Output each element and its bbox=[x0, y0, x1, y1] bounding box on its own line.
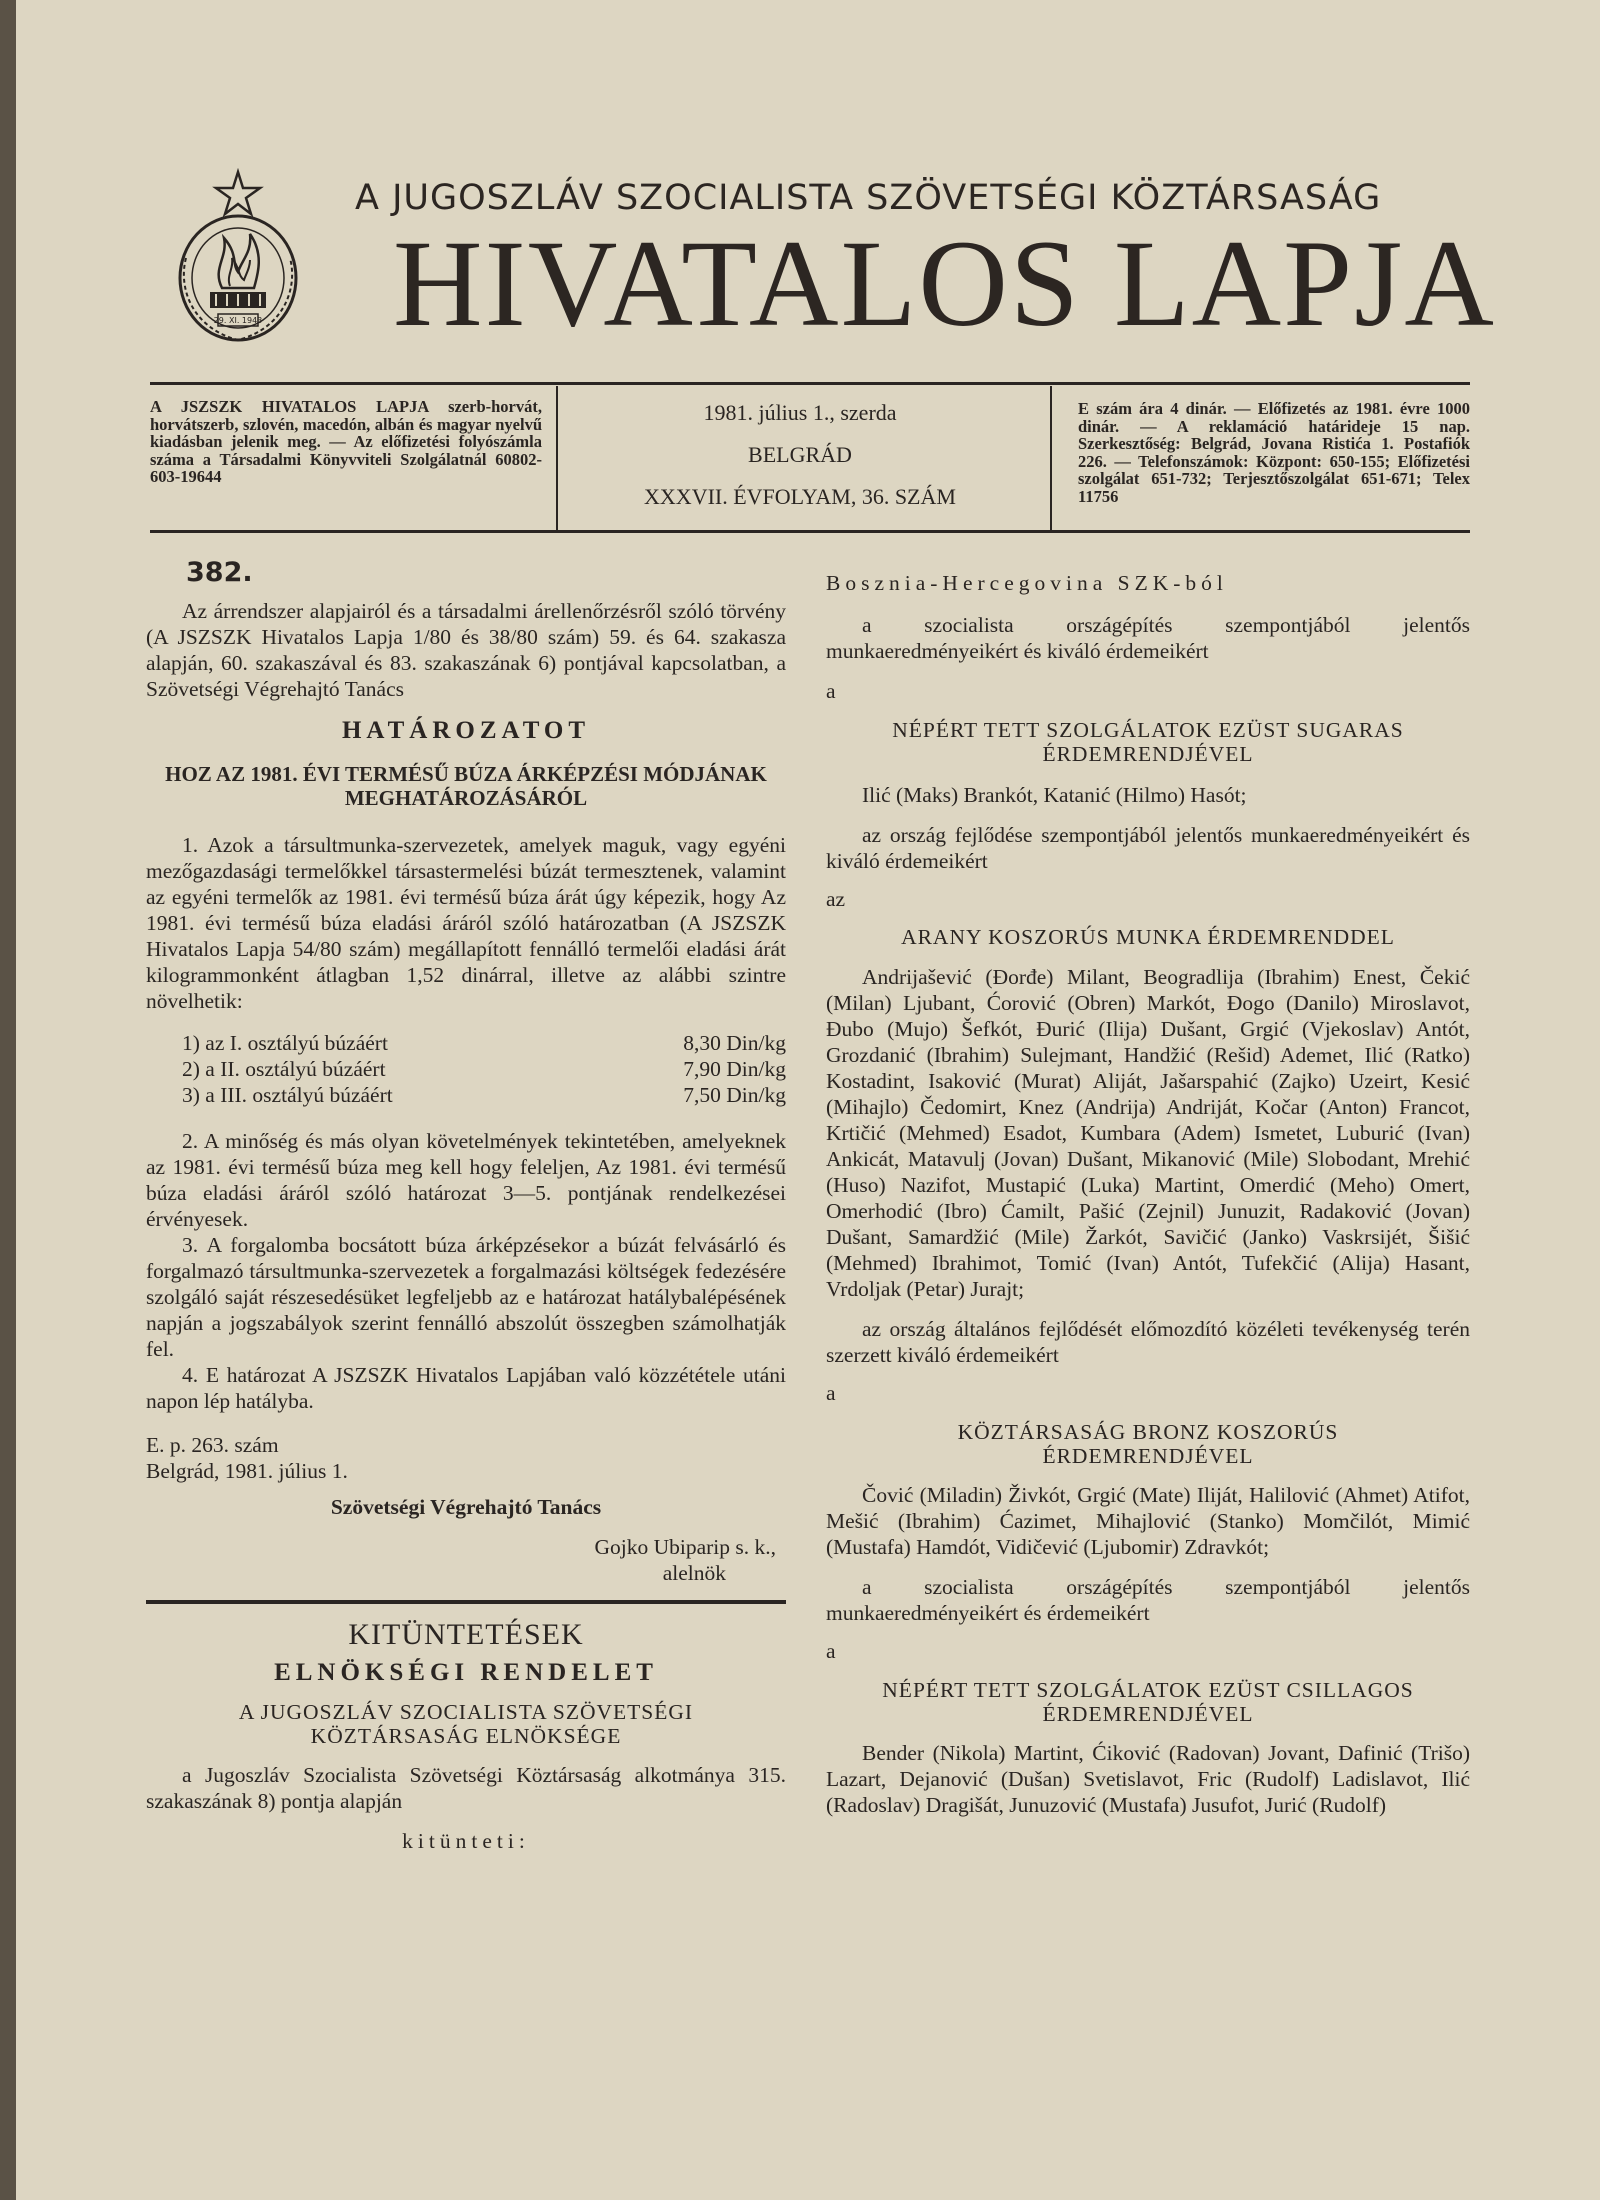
award-recipients-1: Ilić (Maks) Brankót, Katanić (Hilmo) Hasót; bbox=[862, 783, 1247, 807]
masthead-supertitle: A JUGOSZLÁV SZOCIALISTA SZÖVETSÉGI KÖZTÁRSASÁG bbox=[355, 178, 1382, 218]
award-recipients-3: Čović (Miladin) Živkót, Grgić (Mate) Iliját, Halilović (Ahmet) Atifot, Mešić (Ibrahim) Ćazimet, Mihajlović (Stanko) Momčilót, Mimić (Mustafa) Hamdót, Vidičević (Ljubomir) Zdravkót; bbox=[826, 1483, 1470, 1559]
presidency-heading: A JUGOSZLÁV SZOCIALISTA SZÖVETSÉGI KÖZTÁRSASÁG ELNÖKSÉGE bbox=[238, 1700, 694, 1748]
left-column bbox=[146, 557, 786, 1854]
signer-role: alelnök bbox=[662, 1561, 726, 1585]
header-top-rule bbox=[150, 382, 1470, 385]
header-bottom-rule bbox=[150, 530, 1470, 533]
signer-name: Gojko Ubiparip s. k., bbox=[594, 1535, 776, 1559]
award-recipients-4: Bender (Nikola) Martint, Ćiković (Radovan) Jovant, Dafinić (Trišo) Lazart, Dejanović (Dušan) Svetislavot, Fric (Rudolf) Ladislavot, Ilić (Radoslav) Dragišát, Junuzović (Mustafa) Jusufot, Jurić (Rudolf) bbox=[826, 1741, 1470, 1817]
reference-date: Belgrád, 1981. július 1. bbox=[146, 1459, 348, 1483]
subscription-info: A JSZSZK HIVATALOS LAPJA szerb-horvát, horvátszerb, szlovén, macedón, albán és magyar nyelvű kiadásban jelenik meg. — Az előfizetési folyószámla száma a Társadalmi Könyvviteli Szolgálatnál 60802-603-19644 bbox=[150, 397, 542, 486]
award-name-4: NÉPÉRT TETT SZOLGÁLATOK EZÜST CSILLAGOS ÉRDEMRENDJÉVEL bbox=[882, 1678, 1414, 1726]
award-article-2: az bbox=[826, 887, 846, 911]
price-info: E szám ára 4 dinár. — Előfizetés az 1981. évre 1000 dinár. — A reklamáció határideje 15 nap. Szerkesztőség: Belgrád, Jovana Ristića 1. Postafiók 226. — Telefonszámok: Központ: 650-155; Előfizetési szolgálat 651-732; Terjesztőszolgálat 651-671; Telex 11756 bbox=[1078, 399, 1470, 506]
price-value: 7,50 Din/kg bbox=[683, 1083, 786, 1107]
issue-place: BELGRÁD bbox=[748, 442, 852, 467]
award-reason-1: a szocialista országépítés szempontjából jelentős munkaeredményeikért és kiváló érdemeikért bbox=[826, 613, 1470, 663]
price-label: 1) az I. osztályú búzáért bbox=[182, 1031, 388, 1055]
price-row bbox=[146, 1082, 786, 1108]
award-reason-3: az ország általános fejlődését előmozdító közéleti tevékenység terén szerzett kiváló érdemeikért bbox=[826, 1317, 1470, 1367]
decree-heading: ELNÖKSÉGI RENDELET bbox=[274, 1659, 658, 1686]
paragraph-4: 4. E határozat A JSZSZK Hivatalos Lapjában való közzététele utáni napon lép hatályba. bbox=[146, 1363, 786, 1413]
region-heading: Bosznia-Hercegovina SZK-ból bbox=[826, 571, 1228, 595]
price-label: 3) a III. osztályú búzáért bbox=[182, 1083, 393, 1107]
price-label: 2) a II. osztályú búzáért bbox=[182, 1057, 386, 1081]
award-article-1: a bbox=[826, 679, 836, 703]
right-column bbox=[826, 570, 1470, 1818]
header-divider-right bbox=[1050, 386, 1052, 530]
decree-verb: kitünteti: bbox=[402, 1829, 530, 1853]
council-name: Szövetségi Végrehajtó Tanács bbox=[330, 1495, 602, 1519]
award-name-1: NÉPÉRT TETT SZOLGÁLATOK EZÜST SUGARAS ÉRDEMRENDJÉVEL bbox=[892, 718, 1404, 766]
emblem-date: 29. XI. 1943 bbox=[213, 316, 263, 325]
award-reason-2: az ország fejlődése szempontjából jelentős munkaeredményeikért és kiváló érdemeikért bbox=[826, 823, 1470, 873]
award-recipients-2: Andrijašević (Đorđe) Milant, Beogradlija (Ibrahim) Enest, Čekić (Milan) Ljubant, Ćorović (Obren) Markót, Đogo (Danilo) Miroslavot, Đubo (Mujo) Šefkót, Đurić (Ilija) Dušant, Grgić (Vjekoslav) Antót, Grozdanić (Ibrahim) Sulejmant, Handžić (Rešid) Ademet, Ilić (Ratko) Kostadint, Isaković (Murat) Aliját, Jašarspahić (Zajko) Uzeirt, Kesić (Mihajlo) Čedomirt, Knez (Andrija) Andriját, Kočar (Anton) Francot, Krtičić (Mehmed) Esadot, Kumbara (Adem) Ismetet, Luburić (Ivan) Ankicát, Matavulj (Jovan) Dušant, Mikanović (Mile) Slobodant, Mrehić (Huso) Nazifot, Mustapić (Luka) Martint, Omerdić (Meho) Omert, Omerhodić (Ibro) Ćamilt, Pašić (Zejnil) Junuzit, Radaković (Jovan) Dušant, Samardžić (Mile) Žarkót, Savičić (Janko) Vaskrsijét, Šišić (Mehmed) Ibrahimot, Tomić (Ivan) Antót, Tufekčić (Alija) Hasant, Vrdoljak (Petar) Jurajt; bbox=[826, 965, 1470, 1301]
issue-number: XXXVII. ÉVFOLYAM, 36. SZÁM bbox=[644, 484, 956, 509]
paragraph-1: 1. Azok a társultmunka-szervezetek, amelyek maguk, vagy egyéni mezőgazdasági termelőkkel társastermelési búzát termesztenek, valamint az egyéni termelők az 1981. évi termésű búza árát úgy képezik, hogy Az 1981. évi termésű búza eladási áráról szóló határozatban (A JSZSZK Hivatalos Lapja 54/80 szám) megállapított fennálló termelői eladási árát kilogrammonként átlagban 1,52 dinárral, illetve az alábbi szintre növelhetik: bbox=[146, 833, 786, 1013]
decision-heading: HATÁROZATOT bbox=[341, 717, 591, 744]
act-number: 382. bbox=[186, 557, 253, 588]
decision-title: HOZ AZ 1981. ÉVI TERMÉSŰ BÚZA ÁRKÉPZÉSI MÓDJÁNAK MEGHATÁROZÁSÁRÓL bbox=[165, 762, 767, 810]
award-name-3: KÖZTÁRSASÁG BRONZ KOSZORÚS ÉRDEMRENDJÉVEL bbox=[957, 1420, 1339, 1468]
masthead-title: HIVATALOS LAPJA bbox=[393, 215, 1496, 352]
award-article-4: a bbox=[826, 1639, 836, 1663]
award-article-3: a bbox=[826, 1381, 836, 1405]
section-rule bbox=[146, 1600, 786, 1604]
price-row bbox=[146, 1056, 786, 1082]
decree-basis: a Jugoszláv Szocialista Szövetségi Köztársaság alkotmánya 315. szakaszának 8) pontja alapján bbox=[146, 1763, 786, 1813]
award-reason-4: a szocialista országépítés szempontjából jelentős munkaeredményeikért és érdemeikért bbox=[826, 1575, 1470, 1625]
price-value: 8,30 Din/kg bbox=[683, 1031, 786, 1055]
price-value: 7,90 Din/kg bbox=[683, 1057, 786, 1081]
issue-date: 1981. július 1., szerda bbox=[703, 400, 897, 425]
act-intro: Az árrendszer alapjairól és a társadalmi árellenőrzésről szóló törvény (A JSZSZK Hivatalos Lapja 1/80 és 38/80 szám) 59. és 64. szakasza alapján, 60. szakaszával és 83. szakaszának 6) pontjával kapcsolatban, a Szövetségi Végrehajtó Tanács bbox=[146, 599, 786, 701]
reference-number: E. p. 263. szám bbox=[146, 1433, 279, 1457]
price-list bbox=[146, 1030, 786, 1108]
header-divider-left bbox=[556, 386, 558, 530]
paragraph-2: 2. A minőség és más olyan követelmények tekintetében, amelyeknek az 1981. évi termésű búza meg kell hogy feleljen, Az 1981. évi termésű búza eladási áráról szóló határozat 3—5. pontjának rendelkezései érvényesek. bbox=[146, 1129, 786, 1231]
paragraph-3: 3. A forgalomba bocsátott búza árképzésekor a búzát felvásárló és forgalmazó társultmunka-szervezetek a forgalmazási költségek fedezésére szolgáló saját részesedésüket legfeljebb az e határozat hatálybalépésének napján a jogszabályok szerint fennálló abszolút összegben számolhatják fel. bbox=[146, 1233, 786, 1361]
section-heading: KITÜNTETÉSEK bbox=[348, 1618, 584, 1651]
coat-of-arms-emblem bbox=[172, 168, 304, 360]
price-row bbox=[146, 1030, 786, 1056]
award-name-2: ARANY KOSZORÚS MUNKA ÉRDEMRENDDEL bbox=[901, 925, 1395, 949]
issue-info bbox=[578, 400, 1022, 526]
page-edge bbox=[0, 0, 16, 2200]
